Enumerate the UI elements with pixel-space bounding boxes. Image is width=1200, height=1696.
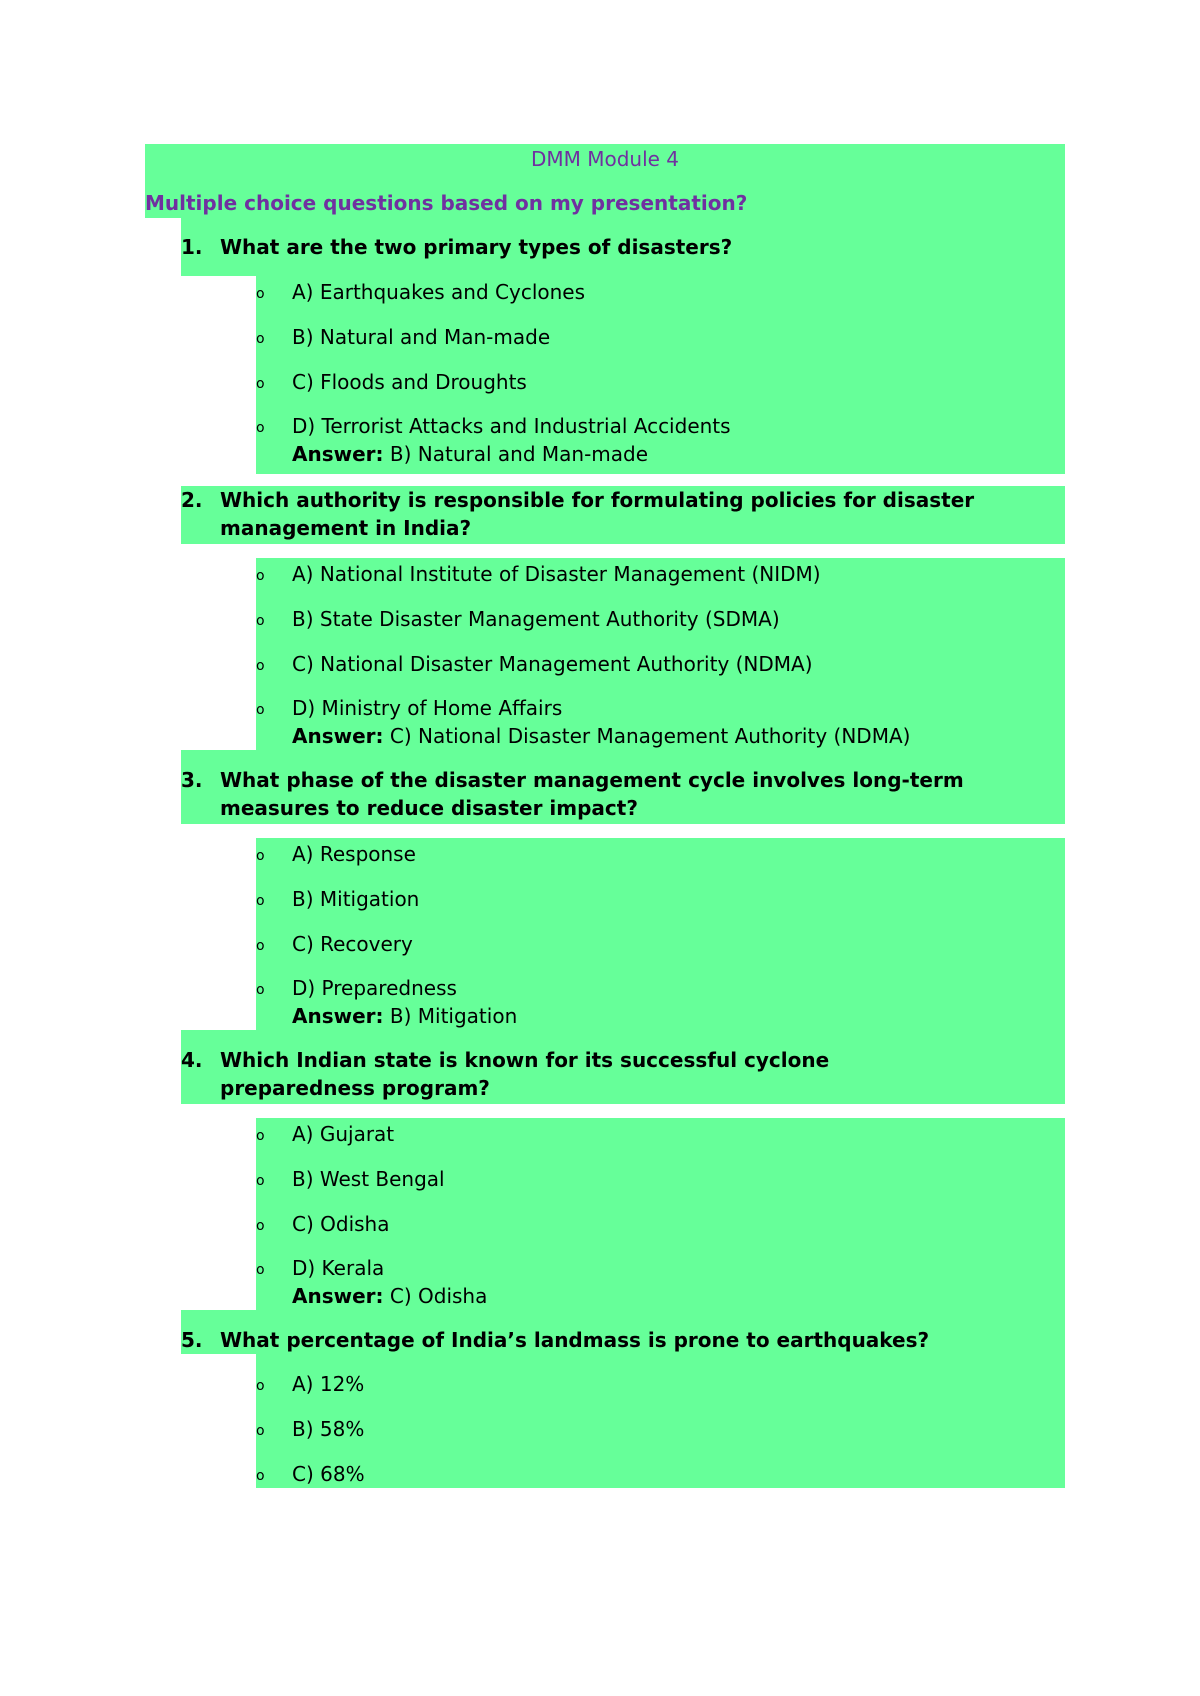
bullet-icon: o [256,376,265,392]
answer-line [292,440,648,468]
bullet-icon: o [256,658,265,674]
question-text: What percentage of India’s landmass is prone to earthquakes? [220,1328,930,1352]
page-title: DMM Module 4 [530,147,680,171]
question-text: What are the two primary types of disasters? [220,235,733,259]
question-text: Which authority is responsible for formulating policies for disaster [220,488,975,512]
option: B) State Disaster Management Authority (SDMA) [292,607,780,631]
question-number: 3. [181,768,203,792]
question-text: measures to reduce disaster impact? [220,796,638,820]
bullet-icon: o [256,982,265,998]
bullet-icon: o [256,1378,265,1394]
page-heading: Multiple choice questions based on my presentation? [145,191,748,215]
answer-label: Answer: [292,1284,384,1308]
bullet-icon: o [256,1423,265,1439]
option: D) Preparedness [292,976,457,1000]
answer-value: C) Odisha [389,1284,488,1308]
answer-value: B) Mitigation [389,1004,518,1028]
option: C) Recovery [292,932,413,956]
question-number: 5. [181,1328,203,1352]
option: C) Floods and Droughts [292,370,527,394]
bullet-icon: o [256,568,265,584]
question-number: 2. [181,488,203,512]
option: B) West Bengal [292,1167,445,1191]
answer-label: Answer: [292,724,384,748]
bullet-icon: o [256,420,265,436]
answer-line [292,1002,517,1030]
bullet-icon: o [256,331,265,347]
option: B) Natural and Man-made [292,325,551,349]
bullet-icon: o [256,1262,265,1278]
option: C) Odisha [292,1212,390,1236]
option: A) 12% [292,1372,365,1396]
highlight-q5-opts [256,1354,1065,1488]
option: A) Gujarat [292,1122,395,1146]
bullet-icon: o [256,938,265,954]
option: C) 68% [292,1462,365,1486]
bullet-icon: o [256,893,265,909]
bullet-icon: o [256,1128,265,1144]
bullet-icon: o [256,613,265,629]
answer-value: C) National Disaster Management Authority (NDMA) [389,724,911,748]
question-number: 1. [181,235,203,259]
bullet-icon: o [256,1173,265,1189]
bullet-icon: o [256,702,265,718]
answer-line [292,1282,487,1310]
bullet-icon: o [256,1468,265,1484]
question-number: 4. [181,1048,203,1072]
option: A) Earthquakes and Cyclones [292,280,586,304]
answer-value: B) Natural and Man-made [389,442,649,466]
bullet-icon: o [256,286,265,302]
question-text: Which Indian state is known for its successful cyclone [220,1048,830,1072]
answer-label: Answer: [292,442,384,466]
highlight-heading-tail [181,218,1065,232]
option: A) Response [292,842,416,866]
question-text: preparedness program? [220,1076,490,1100]
bullet-icon: o [256,1218,265,1234]
option: B) 58% [292,1417,365,1441]
question-text: What phase of the disaster management cycle involves long-term [220,768,964,792]
answer-label: Answer: [292,1004,384,1028]
option: B) Mitigation [292,887,420,911]
answer-line [292,722,910,750]
option: A) National Institute of Disaster Management (NIDM) [292,562,821,586]
option: D) Terrorist Attacks and Industrial Accidents [292,414,731,438]
option: C) National Disaster Management Authority (NDMA) [292,652,813,676]
option: D) Kerala [292,1256,385,1280]
bullet-icon: o [256,848,265,864]
option: D) Ministry of Home Affairs [292,696,563,720]
question-text: management in India? [220,516,472,540]
